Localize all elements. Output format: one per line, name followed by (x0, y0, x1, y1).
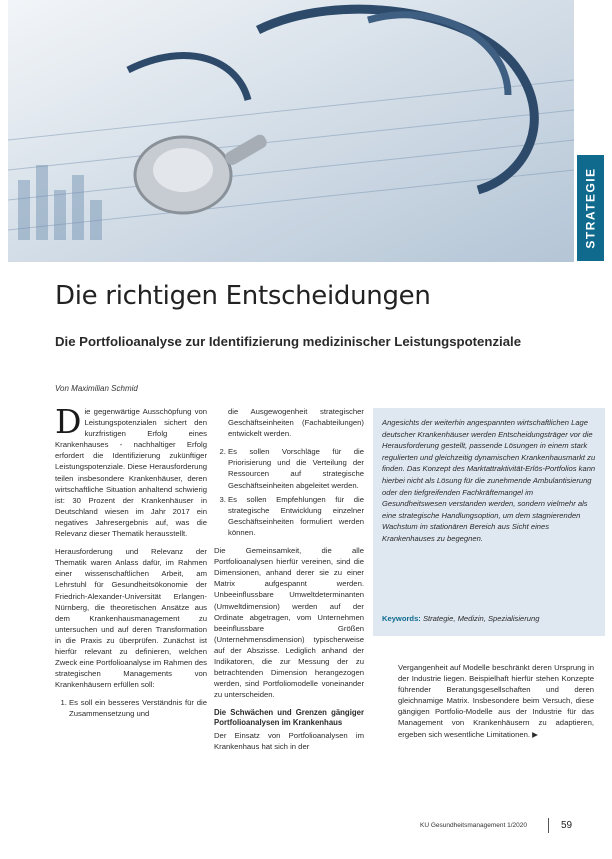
keywords-line (382, 614, 597, 623)
paragraph: Der Einsatz von Portfolioanalysen im Krankenhaus hat sich in der (214, 731, 364, 752)
section-heading: Die Schwächen und Grenzen gängiger Portfolioanalysen im Krankenhaus (214, 708, 364, 728)
intro-paragraph (55, 402, 207, 539)
paragraph: Vergangenheit auf Modelle beschränkt deren Ursprung in der Industrie liegen. Beispielhaft hierfür stehen Konzepte führender Beratungsgesellschaften und deren gleichnamige Matrix. Insbesondere beim Versuch, diese gängigen Portfolio-Modelle aus der Industrie für das Management von Krankenhäusern zu adaptieren, ergeben sich wesentliche Limitationen. ▶ (398, 663, 594, 739)
list-item: 1. Es soll ein besseres Verständnis für die Zusammensetzung und (69, 697, 207, 719)
keywords-label: Keywords: (382, 614, 421, 623)
article-title: Die richtigen Entscheidungen (55, 281, 431, 311)
list-item: 2. Es sollen Vorschläge für die Priorisierung und die Verteilung der Ressourcen auf strategische Geschäftseinheiten abgeleitet werden. (228, 446, 364, 490)
drop-cap: D (55, 402, 82, 441)
paragraph: Herausforderung und Relevanz der Thematik waren Anlass dafür, im Rahmen einer wissenschaftlichen Arbeit, am Lehrstuhl für Gesundheitsökonomie der Friedrich-Alexander-Universität Erlangen-Nürnberg, die theoretischen Ansätze aus dem Krankenhausmanagement zu untersuchen und auf deren Transformation in die Praxis zu überprüfen. Zunächst ist hierfür relevant zu definieren, welchen Zweck eine Portfolioanalyse im Rahmen des strategischen Managements von Krankenhäusern erfüllen soll: (55, 547, 207, 690)
purpose-list-continued (214, 446, 364, 538)
abstract-text: Angesichts der weiterhin angespannten wirtschaftlichen Lage deutscher Krankenhäuser werden Entscheidungsträger vor die Herausforderung gestellt, passende Lösungen in einem stark regulierten und gleichzeitig dynamischen Krankenhausmarkt zu finden. Das Konzept des Marktattraktivität-Erlös-Portfolios kann hierbei nicht als Lösung für die zunehmende Ambulantisierung oder den tiefgreifenden Fachkräftemangel im Gesundheitswesen verstanden werden, sondern vielmehr als eine strategische Handlungsoption, um dem stagnierenden Wachstum im stationären Bereich aus Sicht eines Krankenhauses zu begegnen. (382, 418, 596, 543)
section-label: STRATEGIE (583, 167, 598, 249)
journal-footer: KU Gesundheitsmanagement 1/2020 (420, 822, 527, 829)
paragraph: Die Gemeinsamkeit, die alle Portfolioanalysen hierfür vereinen, sind die Dimensionen, anhand derer sie zu einer Matrix aufgespannt werden. Unbeeinflussbare Umweltdeterminanten (Umweltdimension) werden auf der Ordinate abgetragen, vom Unternehmen beeinflussbare Größen (Unternehmensdimension) typischerweise auf der Abszisse. Lediglich anhand der Indikatoren, die zur Messung der zu betrachtenden Dimension herangezogen werden, sind Portfoliomodelle voneinander zu unterscheiden. (214, 546, 364, 700)
footer-divider (548, 818, 549, 833)
keywords-values: Strategie, Medizin, Spezialisierung (422, 614, 540, 623)
section-tab (577, 155, 604, 261)
purpose-list (55, 697, 207, 719)
list-item: 3. Es sollen Empfehlungen für die strategische Entwicklung einzelner Geschäftseinheiten formuliert werden können. (228, 494, 364, 538)
hero-image-stethoscope (8, 0, 574, 262)
author-line: Von Maximilian Schmid (55, 384, 138, 393)
article-subtitle: Die Portfolioanalyse zur Identifizierung medizinischer Leistungspotenziale (55, 334, 522, 349)
column-2 (214, 406, 364, 760)
intro-text: ie gegenwärtige Ausschöpfung von Leistungspotenzialen sichert den kurzfristigen Erfolg eines Krankenhauses - nachhaltiger Erfolg erfordert die Identifizierung zukünftiger Leistungspotenziale. Diese Herausforderung teilen insbesondere Krankenhäuser, deren wirtschaftliche Situation anhaltend schwierig ist: 30 Prozent der Krankenhäuser in Deutschland wiesen im Jahr 2017 ein negatives Jahresergebnis auf, was die Relevanz dieser Thematik herausstellt. (55, 407, 207, 539)
abstract-box (373, 408, 605, 636)
column-3 (398, 662, 594, 747)
column-1 (55, 402, 207, 727)
page-number: 59 (561, 820, 573, 831)
list-item-continuation: die Ausgewogenheit strategischer Geschäftseinheiten (Fachabteilungen) entwickelt werden. (228, 407, 364, 439)
